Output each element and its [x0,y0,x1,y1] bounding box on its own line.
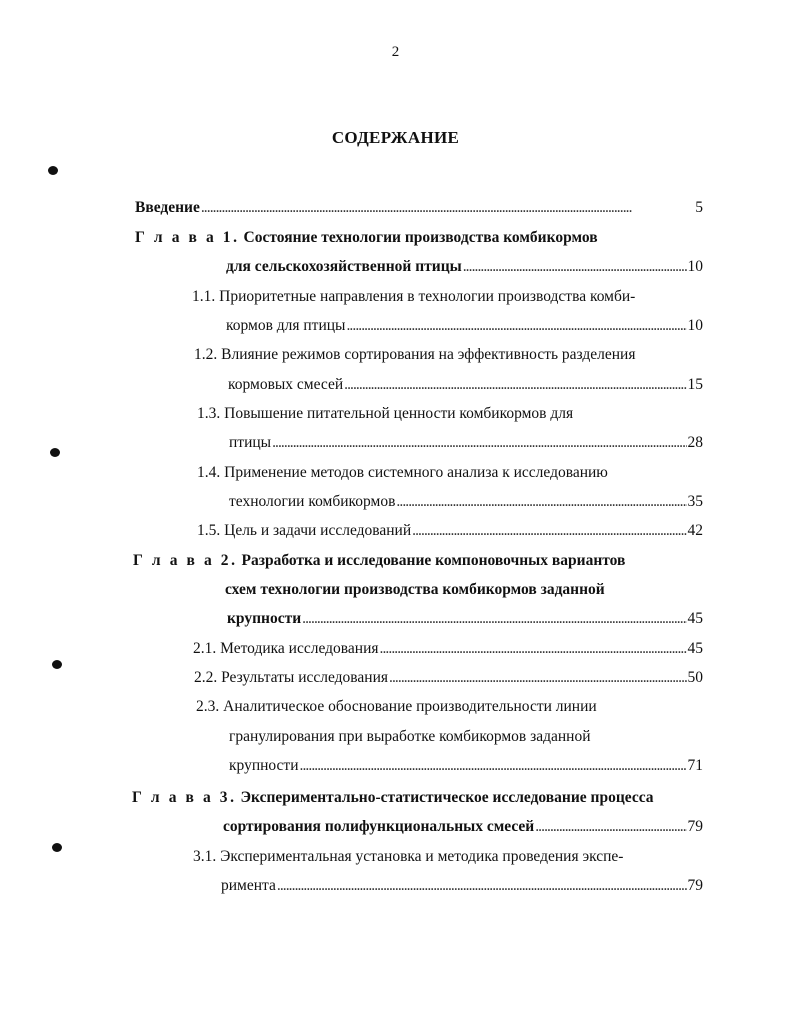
leader-dots [535,816,686,838]
toc-section-1-3[interactable]: 1.3. Повышение питательной ценности комбикормов для [197,405,574,422]
leader-dots [201,197,694,219]
page-title: СОДЕРЖАНИЕ [331,128,460,147]
toc-section-2-2[interactable] [194,667,703,689]
leader-dots [272,432,686,454]
toc-entry-label: Введение [135,199,200,216]
binding-hole-mark [48,166,58,175]
binding-hole-mark [52,843,62,852]
chapter-title-line: Разработка и исследование компоновочных вариантов [241,552,626,569]
toc-section-1-5[interactable] [197,520,703,542]
leader-dots [344,374,686,396]
chapter-title-line: сортирования полифункциональных смесей [223,818,535,835]
toc-chapter-2-title-line[interactable]: схем технологии производства комбикормов заданной [225,581,605,598]
chapter-title-line: Состояние технологии производства комбикормов [243,229,598,246]
leader-dots [277,875,687,897]
section-title-line: технологии комбикормов [229,493,396,510]
toc-section-1-2[interactable]: 1.2. Влияние режимов сортирования на эффективность разделения [194,346,636,363]
toc-section-2-1[interactable] [193,638,703,660]
leader-dots [300,755,687,777]
chapter-prefix: Г л а в а 2. [133,552,238,569]
leader-dots [389,667,686,689]
toc-section-3-1-last-line[interactable] [221,875,703,897]
leader-dots [463,256,687,278]
toc-chapter-1-last-line[interactable] [226,256,703,278]
toc-page-number: 45 [687,640,703,657]
toc-section-2-3[interactable]: 2.3. Аналитическое обоснование производительности линии [196,698,597,715]
toc-page-number: 10 [687,258,703,275]
toc-section-2-3-line[interactable]: гранулирования при выработке комбикормов заданной [229,728,591,745]
chapter-prefix: Г л а в а 1. [135,229,240,246]
section-title-line: птицы [229,434,272,451]
binding-hole-mark [52,660,62,669]
section-title-line: 2.2. Результаты исследования [194,669,389,686]
leader-dots [346,315,686,337]
toc-section-1-4[interactable]: 1.4. Применение методов системного анализа к исследованию [197,464,608,481]
toc-page-number: 28 [687,434,703,451]
toc-section-1-3-last-line[interactable] [229,432,703,454]
section-title-line: кормов для птицы [226,317,346,334]
toc-page-number: 50 [687,669,703,686]
leader-dots [380,638,687,660]
chapter-title-line: крупности [227,610,302,627]
toc-page-number: 15 [687,376,703,393]
toc-page-number: 42 [687,522,703,539]
toc-entry-intro[interactable] [135,197,703,219]
page-number: 2 [391,44,400,60]
toc-section-1-1-last-line[interactable] [226,315,703,337]
toc-page-number: 45 [687,610,703,627]
toc-section-3-1[interactable]: 3.1. Экспериментальная установка и методика проведения экспе- [193,848,624,865]
toc-section-2-3-last-line[interactable] [229,755,703,777]
section-title-line: 1.5. Цель и задачи исследований [197,522,412,539]
toc-page-number: 79 [687,877,703,894]
section-title-line: кормовых смесей [228,376,344,393]
section-title-line: 2.1. Методика исследования [193,640,379,657]
toc-section-1-1[interactable]: 1.1. Приоритетные направления в технологии производства комби- [192,288,636,305]
toc-page-number: 71 [687,757,703,774]
toc-chapter-2-heading[interactable] [133,550,625,572]
toc-page-number: 35 [687,493,703,510]
leader-dots [412,520,686,542]
toc-page-number: 79 [687,818,703,835]
section-title-line: крупности [229,757,299,774]
leader-dots [302,608,686,630]
chapter-title-line: для сельскохозяйственной птицы [226,258,462,275]
chapter-title-line: Экспериментально-статистическое исследование процесса [240,789,654,806]
toc-page-number: 5 [695,199,703,216]
toc-chapter-1-heading[interactable] [135,227,598,249]
toc-chapter-3-heading[interactable] [132,787,654,809]
toc-section-1-4-last-line[interactable] [229,491,703,513]
section-title-line: римента [221,877,276,894]
toc-section-1-2-last-line[interactable] [228,374,703,396]
toc-chapter-2-last-line[interactable] [227,608,703,630]
binding-hole-mark [50,448,60,457]
toc-chapter-3-last-line[interactable] [223,816,703,838]
toc-page-number: 10 [687,317,703,334]
chapter-prefix: Г л а в а 3. [132,789,237,806]
leader-dots [396,491,686,513]
